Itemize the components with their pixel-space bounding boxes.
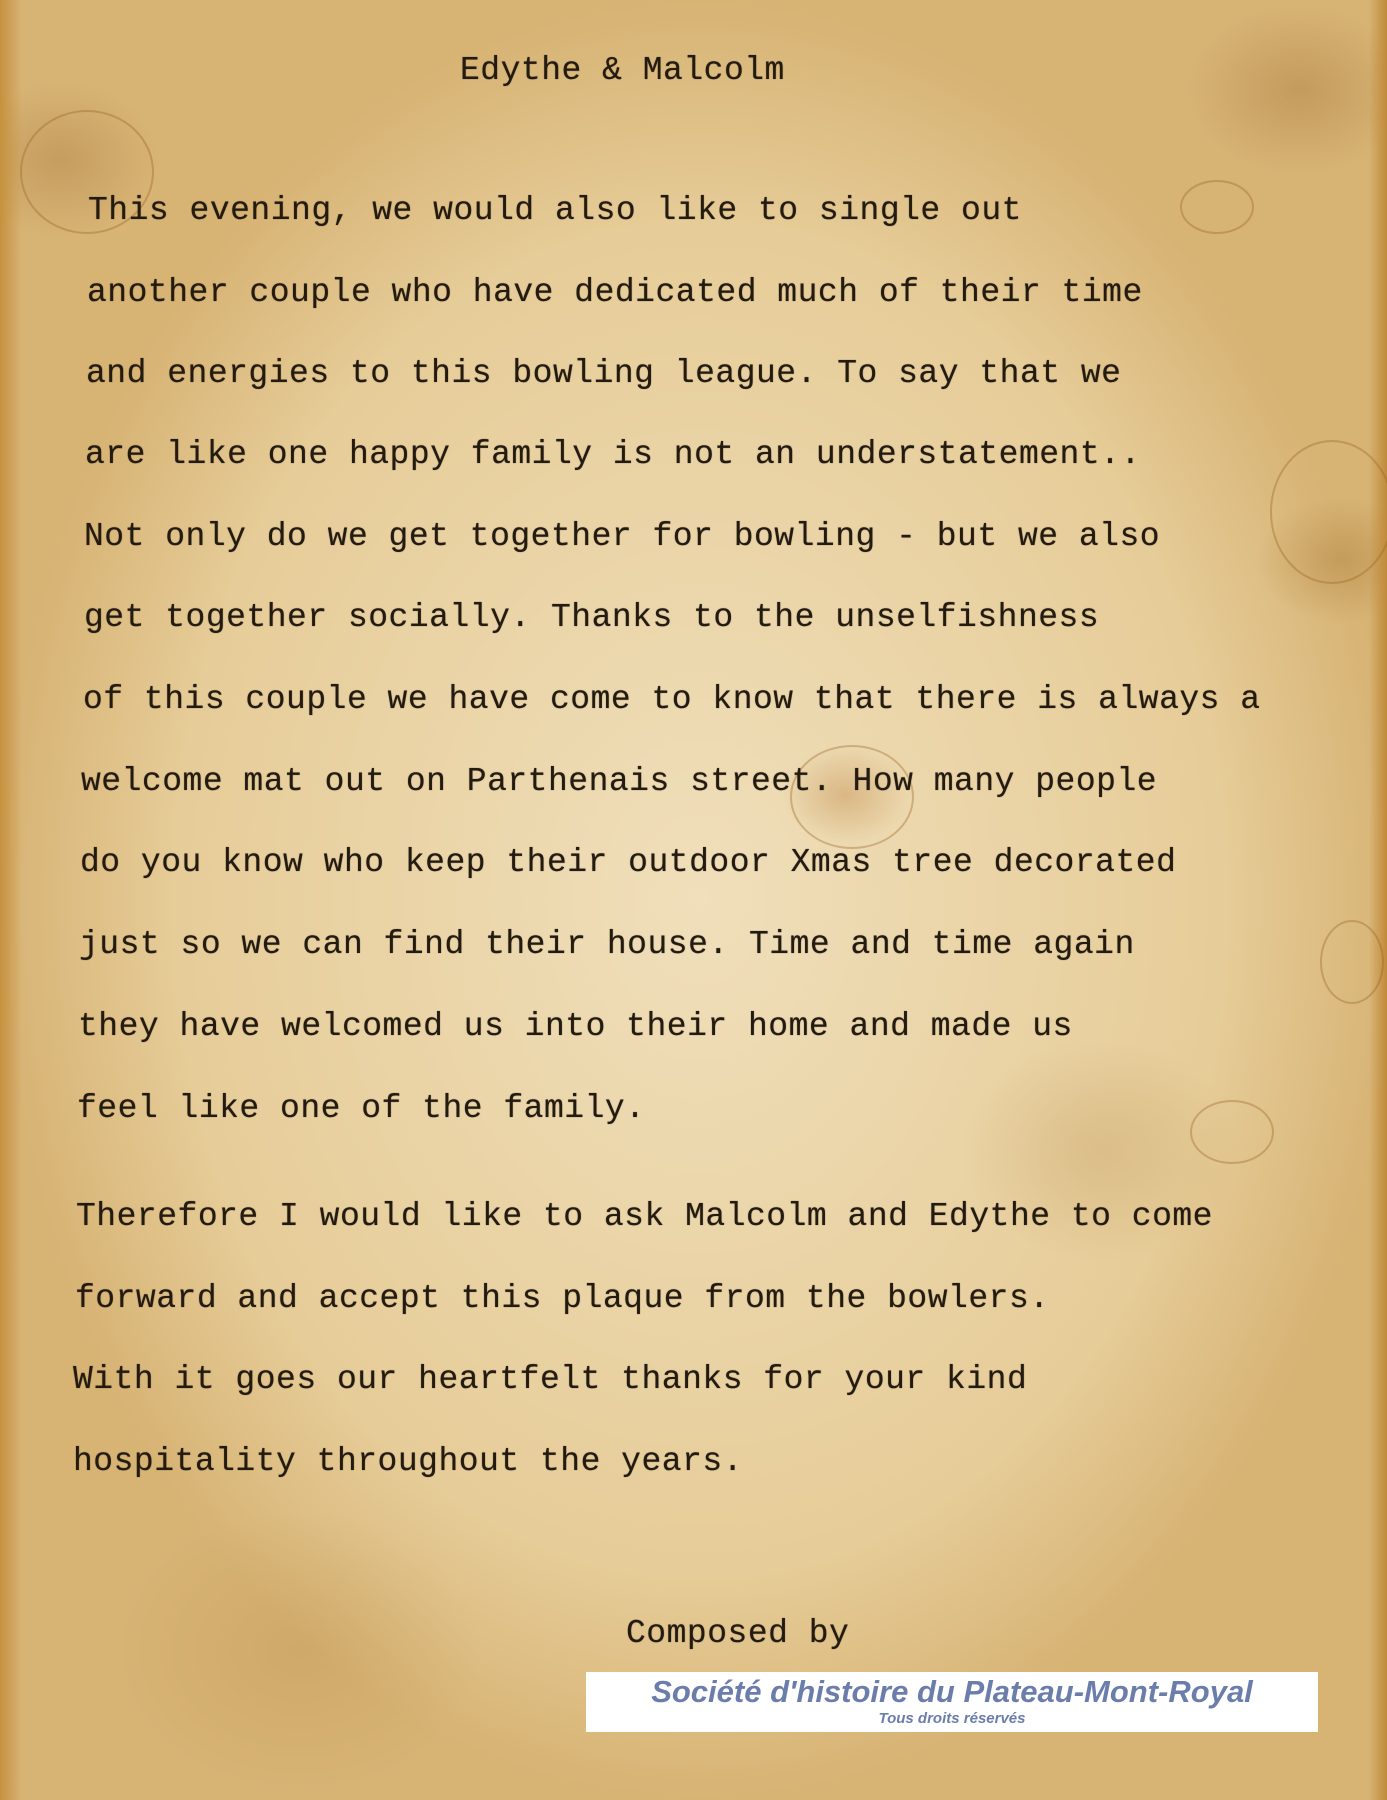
paper-edge-left bbox=[0, 0, 22, 1800]
text-line: This evening, we would also like to single out bbox=[88, 192, 1022, 229]
text-line: feel like one of the family. bbox=[77, 1090, 646, 1127]
text-line: and energies to this bowling league. To say that we bbox=[86, 355, 1122, 392]
composed-by: Composed by bbox=[626, 1615, 850, 1652]
document-title: Edythe & Malcolm bbox=[460, 52, 785, 89]
text-line: of this couple we have come to know that there is always a bbox=[83, 681, 1261, 718]
watermark-rights: Tous droits réservés bbox=[878, 1710, 1026, 1727]
coffee-stain bbox=[1180, 180, 1254, 234]
text-line: another couple who have dedicated much of their time bbox=[87, 274, 1143, 311]
text-line: Not only do we get together for bowling - but we also bbox=[84, 518, 1161, 555]
watermark-name: Société d'histoire du Plateau-Mont-Royal bbox=[651, 1674, 1253, 1709]
coffee-stain bbox=[1190, 1100, 1274, 1164]
text-line: With it goes our heartfelt thanks for your kind bbox=[73, 1361, 1028, 1398]
text-line: welcome mat out on Parthenais street. How many people bbox=[81, 763, 1158, 800]
text-line: are like one happy family is not an understatement.. bbox=[85, 436, 1141, 473]
coffee-stain bbox=[1270, 440, 1387, 584]
paper-edge-right bbox=[1369, 0, 1387, 1800]
text-line: get together socially. Thanks to the unselfishness bbox=[84, 599, 1100, 636]
text-line: they have welcomed us into their home and made us bbox=[78, 1008, 1073, 1045]
text-line: forward and accept this plaque from the bowlers. bbox=[75, 1280, 1050, 1317]
text-line: do you know who keep their outdoor Xmas tree decorated bbox=[80, 844, 1177, 881]
text-line: Therefore I would like to ask Malcolm and Edythe to come bbox=[76, 1198, 1213, 1235]
coffee-stain bbox=[1320, 920, 1384, 1004]
text-line: just so we can find their house. Time and time again bbox=[79, 926, 1135, 963]
text-line: hospitality throughout the years. bbox=[73, 1443, 744, 1480]
watermark bbox=[586, 1672, 1318, 1732]
